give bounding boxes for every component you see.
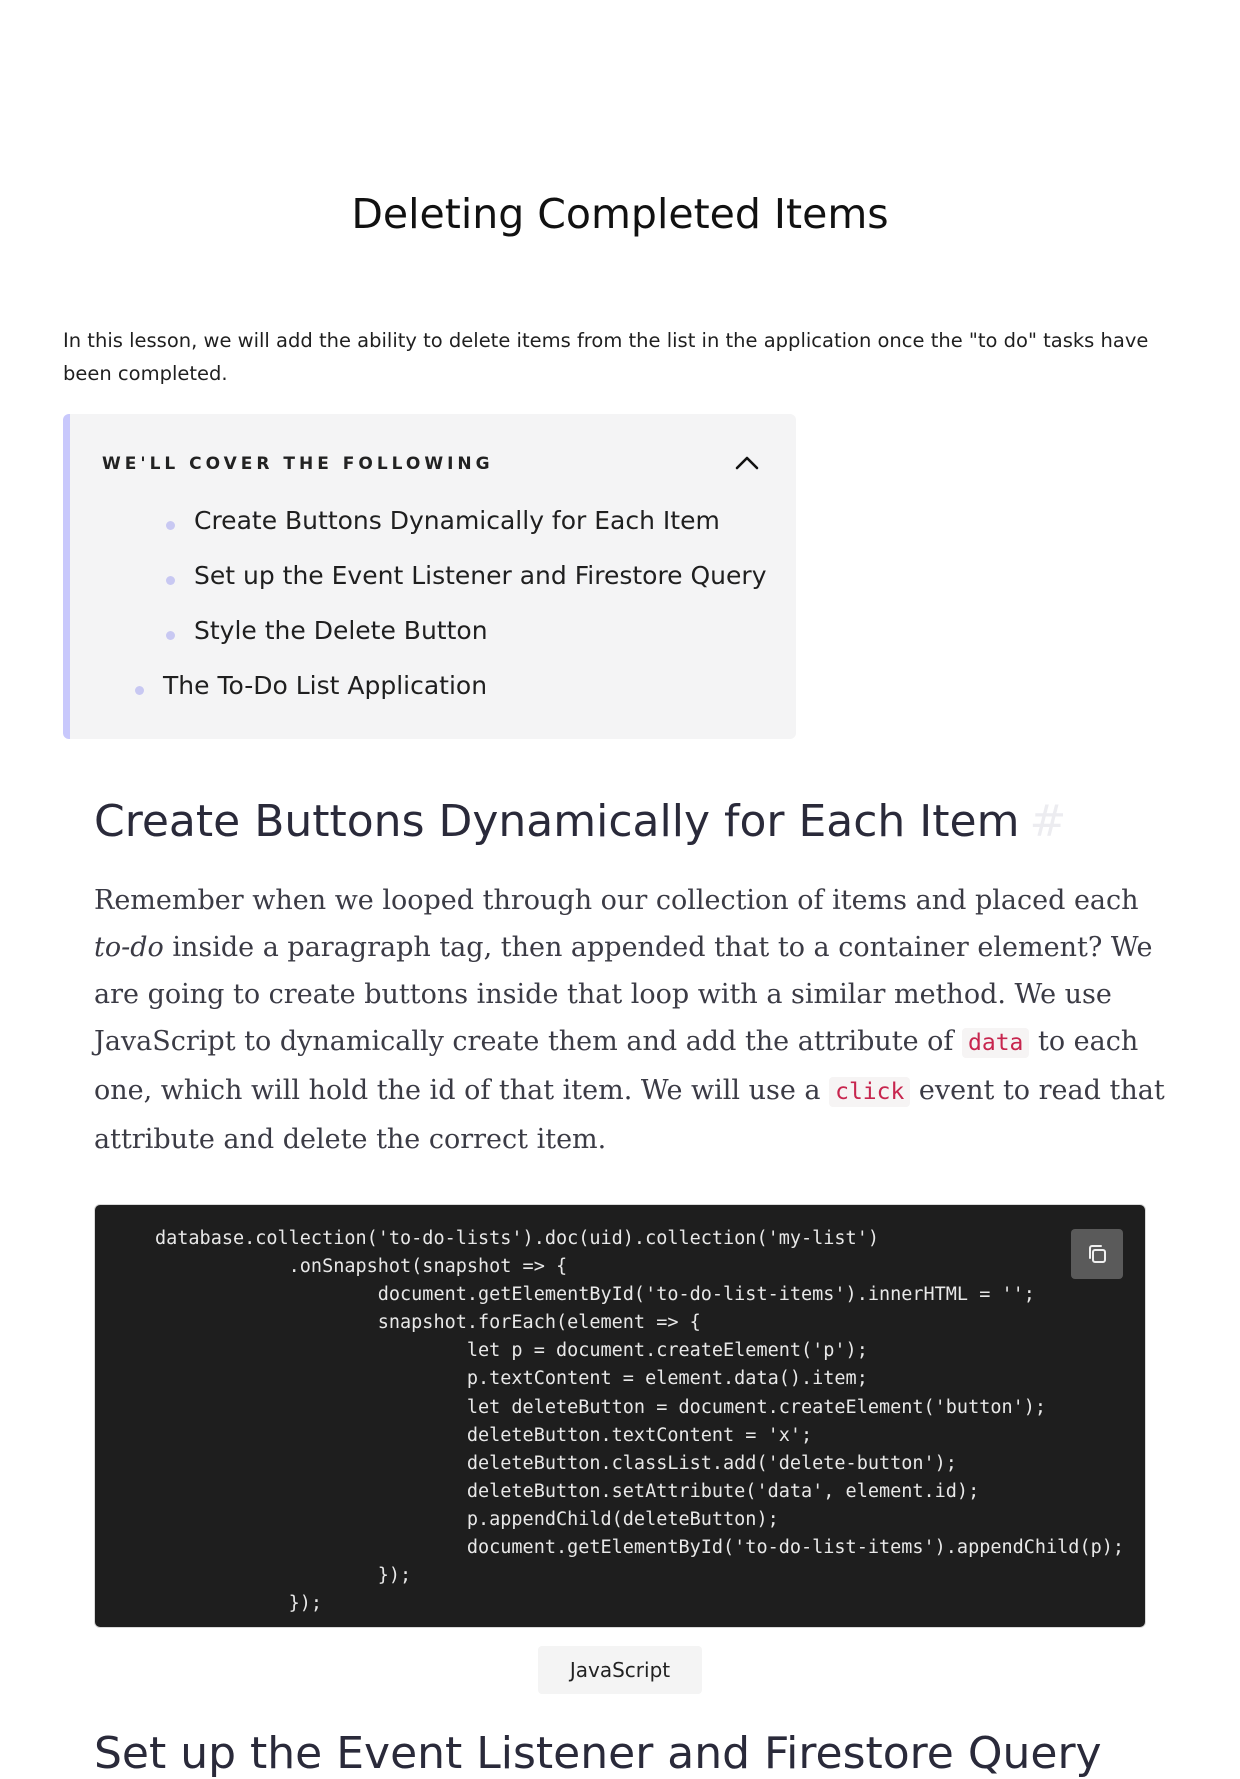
section-heading [94,796,1066,847]
chevron-up-icon [735,455,759,471]
paragraph-text: event to read that attribute and delete the correct item. [94,1075,1165,1155]
toc-collapse-button[interactable] [732,448,762,478]
toc-item-to-do-list-application[interactable]: The To-Do List Application [163,671,488,700]
toc-header: WE'LL COVER THE FOLLOWING [102,454,494,474]
paragraph-text: inside a paragraph tag, then appended that to a container element? We are going to create buttons inside that loop with a similar method. We use JavaScript to dynamically create them and add the attribute of [94,932,1153,1057]
section-heading-text: Create Buttons Dynamically for Each Item [94,796,1020,847]
paragraph-text: Remember when we looped through our collection of items and placed each [94,885,1139,916]
toc-item-event-listener[interactable]: Set up the Event Listener and Firestore Query [194,561,767,590]
inline-code-click: click [829,1077,910,1107]
lesson-intro: In this lesson, we will add the ability to delete items from the list in the application once the "to do" tasks have been completed. [63,329,1149,385]
code-block[interactable] [94,1204,1146,1628]
table-of-contents [63,414,796,739]
paragraph-text: to each one, which will hold the id of that item. We will use a [94,1026,1139,1106]
copy-code-button[interactable] [1071,1229,1123,1279]
inline-code-data: data [962,1028,1029,1058]
emphasis-text: to-do [94,932,164,963]
code-content[interactable]: database.collection('to-do-lists').doc(uid).collection('my-list') .onSnapshot(snapshot => { document.getElementById('to-do-list-items').innerHTML = ''; snapshot.forEach(element => { let p = document.createElement('p'); p.textContent = element.data().item; let deleteButton = document.createElement('button'); deleteButton.textContent = 'x'; deleteButton.classList.add('delete-button'); deleteButton.setAttribute('data', element.id); p.appendChild(deleteButton); document.getElementById('to-do-list-items').appendChild(p); }); }); [155,1228,1125,1615]
copy-icon [1086,1243,1108,1265]
code-language-label: JavaScript [538,1646,702,1694]
heading-anchor-link[interactable]: # [1029,796,1067,847]
page-title: Deleting Completed Items [351,190,889,238]
next-section-heading: Set up the Event Listener and Firestore Query [94,1728,1102,1779]
toc-item-create-buttons[interactable]: Create Buttons Dynamically for Each Item [194,506,720,535]
toc-item-style-delete-button[interactable]: Style the Delete Button [194,616,488,645]
section-paragraph [94,877,1174,1163]
